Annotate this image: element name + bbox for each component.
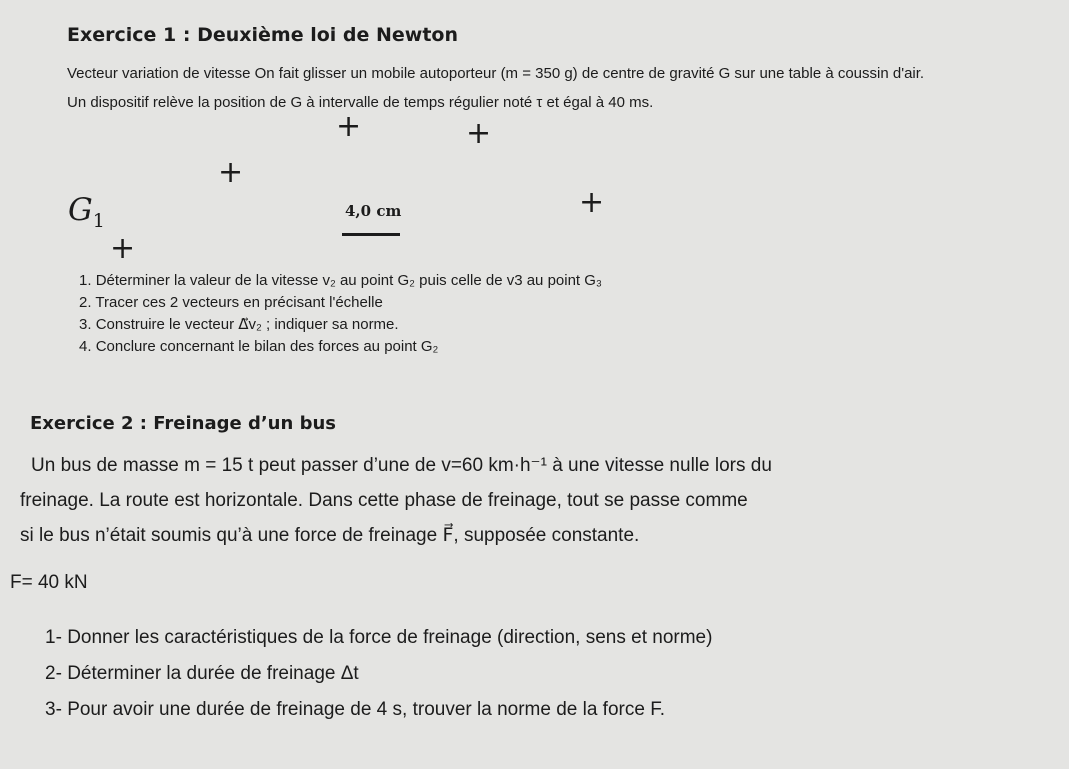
exercise-1-intro-line-1: Vecteur variation de vitesse On fait glisser un mobile autoporteur (m = 350 g) de centre de gravité G sur une table à coussin d'air. [67, 65, 925, 82]
force-value: F= 40 kN [10, 572, 88, 593]
exercise-1-intro-line-2: Un dispositif relève la position de G à intervalle de temps régulier noté τ et égal à 40 ms. [67, 94, 654, 111]
question-text: Tracer ces 2 vecteurs en précisant l'échelle [95, 294, 383, 311]
scale-bar [342, 233, 400, 236]
question-number: 2- [45, 663, 62, 684]
question-text: Déterminer la durée de freinage Δt [67, 663, 359, 684]
position-marker: + [336, 109, 362, 144]
exercise-1-question [79, 337, 438, 357]
position-marker: + [466, 116, 492, 151]
position-marker: + [218, 155, 244, 190]
scale-label: 4,0 cm [345, 202, 402, 220]
question-text: Donner les caractéristiques de la force de freinage (direction, sens et norme) [67, 627, 713, 648]
exercise-1-question [79, 293, 383, 313]
question-number: 3- [45, 699, 62, 720]
question-text: Conclure concernant le bilan des forces au point G₂ [95, 338, 439, 355]
exercise-2-question [45, 662, 359, 686]
exercise-2-paragraph-line-1: Un bus de masse m = 15 t peut passer d’une de v=60 km·h⁻¹ à une vitesse nulle lors du [31, 455, 772, 476]
exercise-2-paragraph-line-3: si le bus n’était soumis qu’à une force de freinage F⃗, supposée constante. [20, 525, 640, 546]
exercise-2-question [45, 626, 712, 650]
g1-index: 1 [92, 210, 105, 233]
question-text: Pour avoir une durée de freinage de 4 s, trouver la norme de la force F. [67, 699, 665, 720]
exercise-1-question [79, 271, 602, 291]
exercise-1-title: Exercice 1 : Deuxième loi de Newton [67, 24, 459, 46]
exercise-2-question [45, 698, 665, 722]
question-number: 1. [79, 272, 92, 289]
exercise-2-title: Exercice 2 : Freinage d’un bus [30, 413, 336, 434]
question-number: 2. [79, 294, 92, 311]
question-text: Déterminer la valeur de la vitesse v₂ au point G₂ puis celle de v3 au point G₃ [95, 272, 603, 289]
question-number: 4. [79, 338, 92, 355]
g1-letter: G [68, 192, 93, 228]
question-number: 1- [45, 627, 62, 648]
position-marker: + [579, 185, 605, 220]
exercise-2-paragraph-line-2: freinage. La route est horizontale. Dans cette phase de freinage, tout se passe comme [20, 490, 748, 511]
exercise-1-question [79, 315, 399, 335]
position-marker-g1: + [110, 231, 136, 266]
question-number: 3. [79, 316, 92, 333]
question-text: Construire le vecteur Δ⃗v₂ ; indiquer sa norme. [95, 316, 399, 333]
g1-label [68, 192, 105, 232]
